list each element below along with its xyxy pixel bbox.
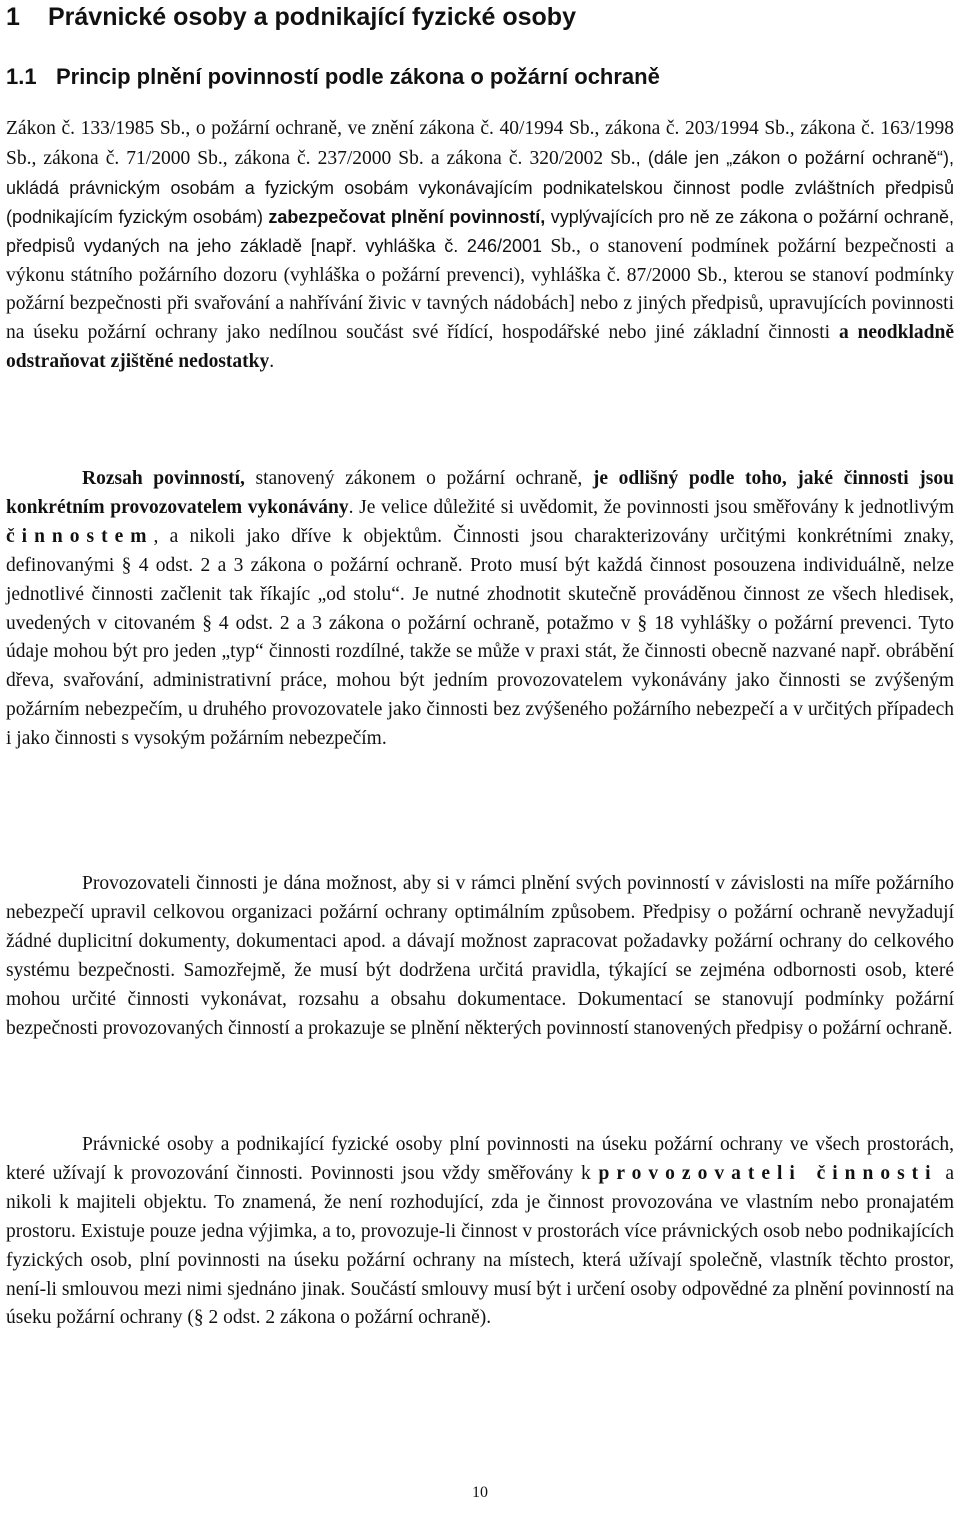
p2-text-3: , a nikoli jako dříve k objektům. Činnosti jsou charakterizovány určitými konkrétními znaky, definovanými § 4 odst. 2 a 3 zákona o požární ochraně. Proto musí být každá činnost posouzena individuálně, nelze jednotlivé činnosti začlenit tak říkajíc „od stolu“. Je nutné zhodnotit skutečně prováděnou činnost ze všech hledisek, uvedených v citovaném § 4 odst. 2 a 3 zákona o požární ochraně, potažmo v § 18 vyhlášky o požární prevenci. Tyto údaje mohou být pro jeden „typ“ činnosti rozdílné, takže se může v praxi stát, že činnosti obecně nazvané např. obrábění dřeva, svařování, administrativní práce, mohou být jedním provozovatelem vykonávány jako činnosti se zvýšeným požárním nebezpečím, u druhého provozovatele jako činnosti bez zvýšeného požárního nebezpečí a v určitých případech i jako činnosti s vysokým požárním nebezpečím. [6, 525, 954, 750]
p2-text-2: . Je velice důležité si uvědomit, že povinnosti jsou směřovány k jednotlivým [348, 496, 955, 518]
p2-spaced-1: činnostem [6, 525, 154, 547]
heading-2-text: Princip plnění povinností podle zákona o požární ochraně [56, 64, 660, 89]
p1-text-3: vyplývajících pro ně ze zákona o požární ochraně, předpisů vydaných na jeho základě [např. vyhláška č. 246/2001 [6, 206, 954, 256]
heading-2 [6, 62, 660, 92]
paragraph-3 [6, 870, 954, 1043]
heading-1-text: Právnické osoby a podnikající fyzické osoby [48, 3, 576, 31]
p4-text-1: Právnické osoby a podnikající fyzické osoby plní povinnosti na úseku požární ochrany ve všech prostorách, které užívají k provozování činnosti. Povinnosti jsou vždy směřovány k [6, 1134, 954, 1184]
heading-1-number: 1 [6, 3, 20, 31]
p2-bold-2: je odlišný podle toho, jaké činnosti jsou konkrétním provozovatelem vykonávány [6, 468, 954, 518]
p4-spaced-1: provozovateli činnosti [598, 1162, 938, 1184]
p2-bold-1: Rozsah povinností, [82, 468, 245, 489]
paragraph-4 [6, 1131, 954, 1333]
page-number: 10 [472, 1484, 488, 1501]
p1-text-2: , (dále jen „zákon o požární ochraně“), ukládá právnickým osobám a fyzickým osobám vykonávajícím podnikatelskou činnost podle zvláštních předpisů (podnikajícím fyzickým osobám) [6, 147, 954, 227]
paragraph-2 [6, 465, 954, 754]
p2-text-1: stanovený zákonem o požární ochraně, [244, 468, 593, 489]
heading-2-number: 1.1 [6, 64, 37, 89]
paragraph-1 [6, 115, 954, 377]
p1-bold-1: zabezpečovat plnění povinností, [268, 206, 546, 227]
p3-text: Provozovateli činnosti je dána možnost, aby si v rámci plnění svých povinností v závislosti na míře požárního nebezpečí upravil celkovou organizaci požární ochrany optimálním způsobem. Předpisy o požární ochraně nevyžadují žádné duplicitní dokumenty, dokumentaci apod. a dávají možnost zapracovat požadavky požární ochrany do celkového systému bezpečnosti. Samozřejmě, že musí být dodržena určitá pravidla, týkající se zejména odbornosti osob, které mohou určité činnosti vykonávat, rozsahu a obsahu dokumentace. Dokumentací se stanovují podmínky požární bezpečnosti provozovaných činností a prokazuje se plnění některých povinností stanovených předpisy o požární ochraně. [6, 873, 954, 1039]
heading-1 [6, 0, 576, 34]
p1-text-6: . [269, 351, 275, 373]
p4-text-2: a nikoli k majiteli objektu. To znamená, že není rozhodující, zda je činnost provozována ve vlastním nebo pronajatém prostoru. Existuje pouze jedna výjimka, a to, provozuje-li činnost v prostorách více právnických osob nebo podnikajících fyzických osob, plní povinnosti na úseku požární ochrany na místech, která užívají společně, vlastník těchto prostor, není-li smlouvou mezi nimi sjednáno jinak. Součástí smlouvy musí být i určení osoby odpovědné za plnění povinností na úseku požární ochrany (§ 2 odst. 2 zákona o požární ochraně). [6, 1162, 954, 1329]
p1-bold-2: a neodkladně odstraňovat zjištěné nedostatky [6, 322, 955, 373]
p1-text-4: Sb., o stanovení podmínek požární bezpečnosti a výkonu státního požárního dozoru (vyhláška o požární prevenci), vyhláška č. 87/2000 Sb. [6, 235, 954, 286]
p1-text-1: Zákon č. 133/1985 Sb., o požární ochraně, ve znění zákona č. 40/1994 Sb., zákona č. 203/1994 Sb., zákona č. 163/1998 Sb., zákona č. 71/2000 Sb., zákona č. 237/2000 Sb. a zákona č. 320/2002 Sb. [6, 118, 954, 169]
p1-text-5: , kterou se stanoví podmínky požární bezpečnosti při svařování a nahřívání živic v tavných nádobách] nebo z jiných předpisů, upravujících povinnosti na úseku požární ochrany jako nedílnou součást své řídící, hospodářské nebo jiné základní činnosti [6, 264, 954, 344]
